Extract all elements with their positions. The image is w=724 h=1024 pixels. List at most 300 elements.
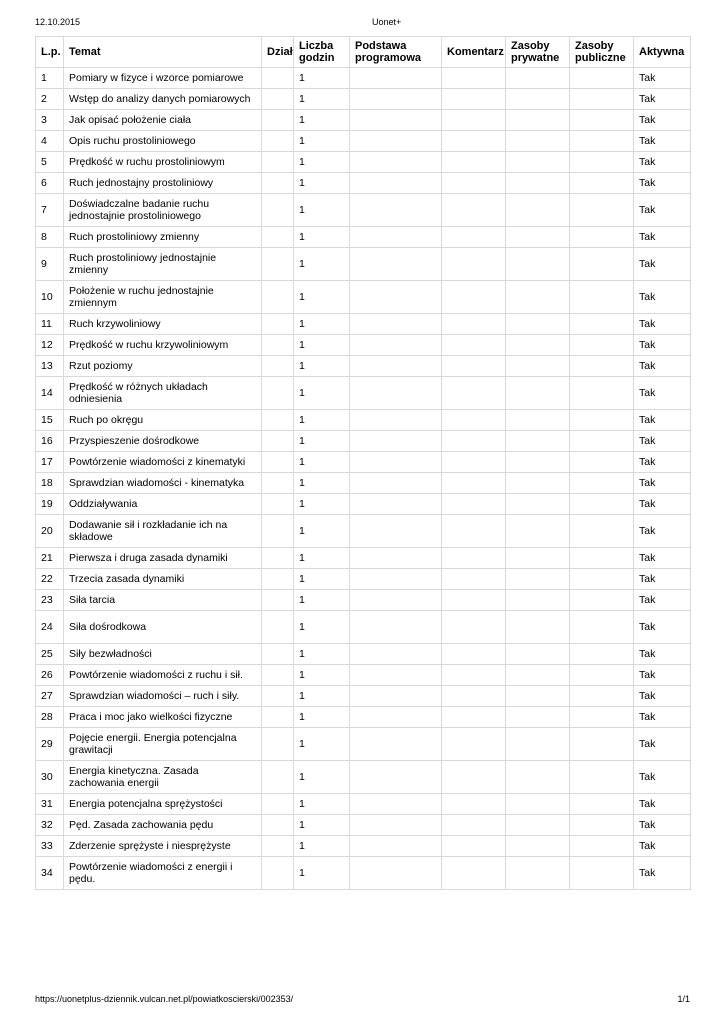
cell-komentarz [442, 836, 506, 857]
table-row [36, 281, 691, 314]
table-row [36, 857, 691, 890]
cell-podstawa [350, 452, 442, 473]
cell-liczba-godzin: 1 [294, 686, 350, 707]
cell-temat: Pomiary w fizyce i wzorce pomiarowe [64, 68, 262, 89]
cell-lp: 31 [36, 794, 64, 815]
col-aktywna: Aktywna [634, 37, 691, 68]
cell-zasoby-prywatne [506, 644, 570, 665]
cell-liczba-godzin: 1 [294, 473, 350, 494]
cell-dzial [262, 686, 294, 707]
cell-dzial [262, 515, 294, 548]
cell-temat: Sprawdzian wiadomości – ruch i siły. [64, 686, 262, 707]
cell-komentarz [442, 548, 506, 569]
cell-liczba-godzin: 1 [294, 707, 350, 728]
cell-podstawa [350, 761, 442, 794]
cell-aktywna: Tak [634, 794, 691, 815]
cell-zasoby-prywatne [506, 110, 570, 131]
cell-dzial [262, 110, 294, 131]
cell-temat: Ruch jednostajny prostoliniowy [64, 173, 262, 194]
cell-temat: Powtórzenie wiadomości z ruchu i sił. [64, 665, 262, 686]
cell-aktywna: Tak [634, 173, 691, 194]
cell-aktywna: Tak [634, 281, 691, 314]
cell-zasoby-prywatne [506, 569, 570, 590]
table-row [36, 248, 691, 281]
cell-lp: 30 [36, 761, 64, 794]
cell-dzial [262, 194, 294, 227]
cell-temat: Trzecia zasada dynamiki [64, 569, 262, 590]
cell-lp: 32 [36, 815, 64, 836]
cell-temat: Siły bezwładności [64, 644, 262, 665]
cell-zasoby-publiczne [570, 452, 634, 473]
cell-lp: 22 [36, 569, 64, 590]
table-row [36, 728, 691, 761]
cell-komentarz [442, 452, 506, 473]
cell-zasoby-prywatne [506, 548, 570, 569]
table-row [36, 227, 691, 248]
cell-dzial [262, 548, 294, 569]
cell-dzial [262, 281, 294, 314]
cell-podstawa [350, 644, 442, 665]
cell-dzial [262, 410, 294, 431]
cell-liczba-godzin: 1 [294, 548, 350, 569]
cell-podstawa [350, 515, 442, 548]
cell-komentarz [442, 665, 506, 686]
cell-podstawa [350, 227, 442, 248]
cell-temat: Sprawdzian wiadomości - kinematyka [64, 473, 262, 494]
cell-zasoby-prywatne [506, 131, 570, 152]
cell-lp: 11 [36, 314, 64, 335]
table-row [36, 794, 691, 815]
table-row [36, 473, 691, 494]
cell-podstawa [350, 728, 442, 761]
cell-zasoby-publiczne [570, 665, 634, 686]
cell-podstawa [350, 815, 442, 836]
cell-aktywna: Tak [634, 248, 691, 281]
cell-zasoby-prywatne [506, 377, 570, 410]
table-row [36, 815, 691, 836]
cell-dzial [262, 68, 294, 89]
cell-liczba-godzin: 1 [294, 431, 350, 452]
cell-aktywna: Tak [634, 761, 691, 794]
cell-temat: Pojęcie energii. Energia potencjalna grawitacji [64, 728, 262, 761]
cell-zasoby-publiczne [570, 815, 634, 836]
cell-lp: 9 [36, 248, 64, 281]
cell-liczba-godzin: 1 [294, 335, 350, 356]
cell-liczba-godzin: 1 [294, 611, 350, 644]
table-body [36, 68, 691, 890]
table-row [36, 356, 691, 377]
cell-aktywna: Tak [634, 590, 691, 611]
cell-temat: Zderzenie sprężyste i niesprężyste [64, 836, 262, 857]
cell-komentarz [442, 227, 506, 248]
cell-zasoby-publiczne [570, 335, 634, 356]
cell-temat: Rzut poziomy [64, 356, 262, 377]
cell-komentarz [442, 248, 506, 281]
cell-aktywna: Tak [634, 335, 691, 356]
cell-temat: Energia potencjalna sprężystości [64, 794, 262, 815]
cell-podstawa [350, 110, 442, 131]
cell-lp: 27 [36, 686, 64, 707]
table-row [36, 548, 691, 569]
cell-liczba-godzin: 1 [294, 644, 350, 665]
cell-dzial [262, 815, 294, 836]
cell-lp: 7 [36, 194, 64, 227]
cell-aktywna: Tak [634, 194, 691, 227]
cell-podstawa [350, 356, 442, 377]
table-row [36, 68, 691, 89]
cell-zasoby-prywatne [506, 728, 570, 761]
cell-zasoby-publiczne [570, 644, 634, 665]
cell-aktywna: Tak [634, 548, 691, 569]
cell-zasoby-publiczne [570, 761, 634, 794]
cell-dzial [262, 494, 294, 515]
cell-lp: 10 [36, 281, 64, 314]
page-title: Uonet+ [372, 17, 402, 27]
cell-lp: 15 [36, 410, 64, 431]
cell-liczba-godzin: 1 [294, 836, 350, 857]
col-podstawa-programowa: Podstawa programowa [350, 37, 442, 68]
cell-zasoby-prywatne [506, 707, 570, 728]
cell-komentarz [442, 815, 506, 836]
col-dzial: Dział [262, 37, 294, 68]
table-row [36, 452, 691, 473]
cell-lp: 3 [36, 110, 64, 131]
cell-temat: Prędkość w ruchu krzywoliniowym [64, 335, 262, 356]
cell-zasoby-publiczne [570, 377, 634, 410]
cell-podstawa [350, 473, 442, 494]
cell-temat: Ruch prostoliniowy jednostajnie zmienny [64, 248, 262, 281]
cell-zasoby-publiczne [570, 152, 634, 173]
table-row [36, 707, 691, 728]
cell-aktywna: Tak [634, 452, 691, 473]
cell-zasoby-prywatne [506, 452, 570, 473]
cell-dzial [262, 590, 294, 611]
cell-lp: 4 [36, 131, 64, 152]
cell-dzial [262, 728, 294, 761]
cell-temat: Wstęp do analizy danych pomiarowych [64, 89, 262, 110]
cell-zasoby-publiczne [570, 194, 634, 227]
cell-komentarz [442, 68, 506, 89]
cell-zasoby-publiczne [570, 173, 634, 194]
cell-zasoby-publiczne [570, 494, 634, 515]
cell-aktywna: Tak [634, 515, 691, 548]
cell-podstawa [350, 68, 442, 89]
cell-zasoby-publiczne [570, 857, 634, 890]
cell-komentarz [442, 686, 506, 707]
cell-zasoby-prywatne [506, 431, 570, 452]
cell-zasoby-prywatne [506, 314, 570, 335]
cell-zasoby-prywatne [506, 473, 570, 494]
cell-temat: Ruch prostoliniowy zmienny [64, 227, 262, 248]
cell-dzial [262, 377, 294, 410]
table-row [36, 314, 691, 335]
table-row [36, 152, 691, 173]
cell-temat: Opis ruchu prostoliniowego [64, 131, 262, 152]
cell-liczba-godzin: 1 [294, 761, 350, 794]
cell-podstawa [350, 152, 442, 173]
cell-temat: Pierwsza i druga zasada dynamiki [64, 548, 262, 569]
cell-temat: Oddziaływania [64, 494, 262, 515]
cell-liczba-godzin: 1 [294, 728, 350, 761]
cell-liczba-godzin: 1 [294, 173, 350, 194]
cell-zasoby-prywatne [506, 89, 570, 110]
cell-lp: 2 [36, 89, 64, 110]
cell-zasoby-prywatne [506, 611, 570, 644]
cell-aktywna: Tak [634, 110, 691, 131]
cell-komentarz [442, 431, 506, 452]
cell-aktywna: Tak [634, 494, 691, 515]
cell-podstawa [350, 548, 442, 569]
cell-zasoby-publiczne [570, 548, 634, 569]
table-row [36, 377, 691, 410]
cell-zasoby-publiczne [570, 248, 634, 281]
cell-zasoby-publiczne [570, 410, 634, 431]
cell-liczba-godzin: 1 [294, 410, 350, 431]
cell-zasoby-prywatne [506, 356, 570, 377]
cell-aktywna: Tak [634, 227, 691, 248]
cell-liczba-godzin: 1 [294, 494, 350, 515]
cell-lp: 8 [36, 227, 64, 248]
cell-zasoby-publiczne [570, 515, 634, 548]
cell-zasoby-prywatne [506, 515, 570, 548]
cell-komentarz [442, 644, 506, 665]
cell-komentarz [442, 131, 506, 152]
cell-aktywna: Tak [634, 131, 691, 152]
cell-liczba-godzin: 1 [294, 794, 350, 815]
cell-liczba-godzin: 1 [294, 227, 350, 248]
cell-podstawa [350, 611, 442, 644]
cell-lp: 13 [36, 356, 64, 377]
cell-aktywna: Tak [634, 377, 691, 410]
cell-zasoby-prywatne [506, 410, 570, 431]
cell-lp: 20 [36, 515, 64, 548]
cell-lp: 23 [36, 590, 64, 611]
cell-komentarz [442, 761, 506, 794]
cell-liczba-godzin: 1 [294, 569, 350, 590]
cell-dzial [262, 761, 294, 794]
cell-aktywna: Tak [634, 611, 691, 644]
cell-liczba-godzin: 1 [294, 89, 350, 110]
cell-dzial [262, 794, 294, 815]
cell-lp: 29 [36, 728, 64, 761]
cell-podstawa [350, 794, 442, 815]
cell-podstawa [350, 194, 442, 227]
cell-liczba-godzin: 1 [294, 110, 350, 131]
cell-zasoby-prywatne [506, 227, 570, 248]
cell-dzial [262, 335, 294, 356]
cell-zasoby-prywatne [506, 665, 570, 686]
cell-lp: 6 [36, 173, 64, 194]
table-row [36, 569, 691, 590]
table-row [36, 515, 691, 548]
cell-komentarz [442, 377, 506, 410]
cell-temat: Pęd. Zasada zachowania pędu [64, 815, 262, 836]
cell-dzial [262, 836, 294, 857]
cell-podstawa [350, 707, 442, 728]
cell-komentarz [442, 410, 506, 431]
cell-podstawa [350, 377, 442, 410]
cell-aktywna: Tak [634, 152, 691, 173]
cell-komentarz [442, 152, 506, 173]
cell-temat: Powtórzenie wiadomości z energii i pędu. [64, 857, 262, 890]
cell-komentarz [442, 110, 506, 131]
cell-liczba-godzin: 1 [294, 314, 350, 335]
cell-komentarz [442, 335, 506, 356]
cell-podstawa [350, 569, 442, 590]
cell-lp: 25 [36, 644, 64, 665]
table-row [36, 89, 691, 110]
cell-liczba-godzin: 1 [294, 68, 350, 89]
cell-podstawa [350, 335, 442, 356]
cell-zasoby-publiczne [570, 707, 634, 728]
cell-liczba-godzin: 1 [294, 248, 350, 281]
cell-podstawa [350, 590, 442, 611]
cell-dzial [262, 248, 294, 281]
cell-temat: Siła dośrodkowa [64, 611, 262, 644]
cell-aktywna: Tak [634, 431, 691, 452]
cell-podstawa [350, 89, 442, 110]
lesson-plan-table [35, 36, 691, 890]
cell-temat: Położenie w ruchu jednostajnie zmiennym [64, 281, 262, 314]
cell-lp: 34 [36, 857, 64, 890]
cell-aktywna: Tak [634, 356, 691, 377]
cell-aktywna: Tak [634, 644, 691, 665]
cell-zasoby-publiczne [570, 281, 634, 314]
cell-liczba-godzin: 1 [294, 377, 350, 410]
cell-temat: Przyspieszenie dośrodkowe [64, 431, 262, 452]
cell-zasoby-prywatne [506, 590, 570, 611]
cell-komentarz [442, 794, 506, 815]
cell-komentarz [442, 281, 506, 314]
cell-komentarz [442, 857, 506, 890]
cell-lp: 14 [36, 377, 64, 410]
cell-lp: 12 [36, 335, 64, 356]
table-row [36, 335, 691, 356]
cell-zasoby-publiczne [570, 473, 634, 494]
cell-liczba-godzin: 1 [294, 590, 350, 611]
cell-liczba-godzin: 1 [294, 515, 350, 548]
cell-dzial [262, 473, 294, 494]
cell-komentarz [442, 494, 506, 515]
table-header-row [36, 37, 691, 68]
table-row [36, 431, 691, 452]
cell-zasoby-publiczne [570, 431, 634, 452]
cell-zasoby-prywatne [506, 335, 570, 356]
cell-liczba-godzin: 1 [294, 194, 350, 227]
cell-zasoby-prywatne [506, 194, 570, 227]
cell-zasoby-publiczne [570, 131, 634, 152]
cell-komentarz [442, 173, 506, 194]
cell-zasoby-prywatne [506, 494, 570, 515]
cell-dzial [262, 173, 294, 194]
table-row [36, 686, 691, 707]
cell-podstawa [350, 314, 442, 335]
cell-aktywna: Tak [634, 473, 691, 494]
cell-dzial [262, 152, 294, 173]
cell-lp: 5 [36, 152, 64, 173]
cell-dzial [262, 707, 294, 728]
cell-dzial [262, 611, 294, 644]
cell-zasoby-publiczne [570, 836, 634, 857]
cell-komentarz [442, 314, 506, 335]
table-row [36, 644, 691, 665]
cell-podstawa [350, 281, 442, 314]
cell-podstawa [350, 131, 442, 152]
table-row [36, 665, 691, 686]
cell-zasoby-publiczne [570, 68, 634, 89]
cell-lp: 1 [36, 68, 64, 89]
cell-temat: Ruch po okręgu [64, 410, 262, 431]
cell-dzial [262, 356, 294, 377]
cell-lp: 21 [36, 548, 64, 569]
cell-podstawa [350, 248, 442, 281]
cell-lp: 24 [36, 611, 64, 644]
col-lp: L.p. [36, 37, 64, 68]
cell-zasoby-prywatne [506, 248, 570, 281]
table-row [36, 611, 691, 644]
cell-zasoby-publiczne [570, 590, 634, 611]
cell-lp: 19 [36, 494, 64, 515]
cell-aktywna: Tak [634, 686, 691, 707]
cell-podstawa [350, 686, 442, 707]
table-row [36, 131, 691, 152]
cell-komentarz [442, 728, 506, 761]
cell-komentarz [442, 356, 506, 377]
cell-komentarz [442, 89, 506, 110]
cell-podstawa [350, 494, 442, 515]
col-zasoby-publiczne: Zasoby publiczne [570, 37, 634, 68]
table-row [36, 761, 691, 794]
table-row [36, 590, 691, 611]
cell-aktywna: Tak [634, 836, 691, 857]
cell-dzial [262, 452, 294, 473]
cell-temat: Doświadczalne badanie ruchu jednostajnie prostoliniowego [64, 194, 262, 227]
cell-dzial [262, 431, 294, 452]
cell-komentarz [442, 515, 506, 548]
cell-zasoby-prywatne [506, 173, 570, 194]
cell-temat: Prędkość w różnych układach odniesienia [64, 377, 262, 410]
cell-liczba-godzin: 1 [294, 281, 350, 314]
table-row [36, 110, 691, 131]
cell-zasoby-prywatne [506, 686, 570, 707]
cell-lp: 18 [36, 473, 64, 494]
cell-podstawa [350, 431, 442, 452]
cell-podstawa [350, 836, 442, 857]
table-row [36, 836, 691, 857]
cell-aktywna: Tak [634, 728, 691, 761]
cell-liczba-godzin: 1 [294, 152, 350, 173]
cell-dzial [262, 314, 294, 335]
cell-liczba-godzin: 1 [294, 131, 350, 152]
col-zasoby-prywatne: Zasoby prywatne [506, 37, 570, 68]
cell-podstawa [350, 410, 442, 431]
cell-liczba-godzin: 1 [294, 356, 350, 377]
cell-liczba-godzin: 1 [294, 815, 350, 836]
cell-zasoby-prywatne [506, 761, 570, 794]
cell-aktywna: Tak [634, 569, 691, 590]
table-row [36, 173, 691, 194]
cell-lp: 16 [36, 431, 64, 452]
cell-zasoby-publiczne [570, 356, 634, 377]
cell-liczba-godzin: 1 [294, 665, 350, 686]
cell-zasoby-publiczne [570, 569, 634, 590]
cell-zasoby-publiczne [570, 686, 634, 707]
cell-temat: Siła tarcia [64, 590, 262, 611]
cell-liczba-godzin: 1 [294, 452, 350, 473]
cell-podstawa [350, 173, 442, 194]
cell-zasoby-prywatne [506, 857, 570, 890]
cell-dzial [262, 644, 294, 665]
